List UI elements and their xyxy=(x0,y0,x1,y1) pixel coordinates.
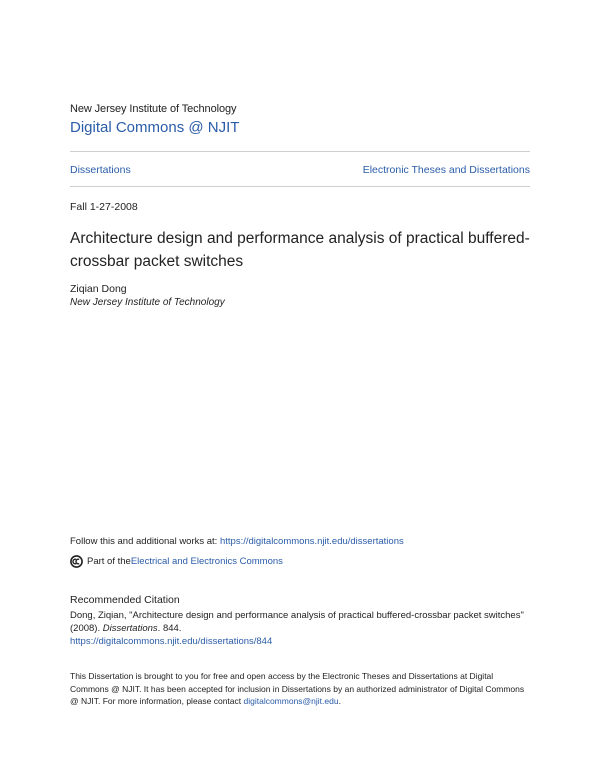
recommended-citation-heading: Recommended Citation xyxy=(70,594,180,606)
citation-suffix: . 844. xyxy=(157,623,182,634)
follow-line xyxy=(70,536,404,547)
dissertations-link[interactable]: Dissertations xyxy=(70,164,131,176)
document-title: Architecture design and performance analysis of practical buffered-crossbar packet switches xyxy=(70,230,530,270)
creative-commons-icon xyxy=(70,555,83,568)
access-notice xyxy=(70,670,530,708)
electrical-commons-link[interactable]: Electrical and Electronics Commons xyxy=(130,556,283,567)
author-name: Ziqian Dong xyxy=(70,283,127,295)
publication-date: Fall 1-27-2008 xyxy=(70,201,138,213)
part-of-prefix: Part of the xyxy=(87,556,131,567)
citation-text xyxy=(70,609,530,648)
author-affiliation: New Jersey Institute of Technology xyxy=(70,297,225,308)
citation-body: Dong, Ziqian, "Architecture design and performance analysis of practical buffered-crossbar packet switches" (2008). xyxy=(70,610,524,634)
follow-prefix: Follow this and additional works at: xyxy=(70,536,220,547)
citation-series: Dissertations xyxy=(102,623,158,634)
institution-name: New Jersey Institute of Technology xyxy=(70,103,237,115)
divider-bottom xyxy=(70,186,530,187)
electronic-theses-link[interactable]: Electronic Theses and Dissertations xyxy=(362,164,530,176)
repository-link[interactable]: Digital Commons @ NJIT xyxy=(70,119,240,136)
divider-top xyxy=(70,151,530,152)
follow-url-link[interactable]: https://digitalcommons.njit.edu/dissertations xyxy=(219,536,404,547)
notice-suffix: . xyxy=(338,696,341,706)
part-of-line xyxy=(70,555,283,568)
notice-text: This Dissertation is brought to you for free and open access by the Electronic Theses and Dissertations at Digital Commons @ NJIT. It has been accepted for inclusion in Dissertations by an authorized administrator of Digital Commons @ NJIT. For more information, please contact xyxy=(70,671,525,706)
citation-url-link[interactable]: https://digitalcommons.njit.edu/dissertations/844 xyxy=(70,636,273,647)
contact-email-link[interactable]: digitalcommons@njit.edu xyxy=(243,696,339,706)
